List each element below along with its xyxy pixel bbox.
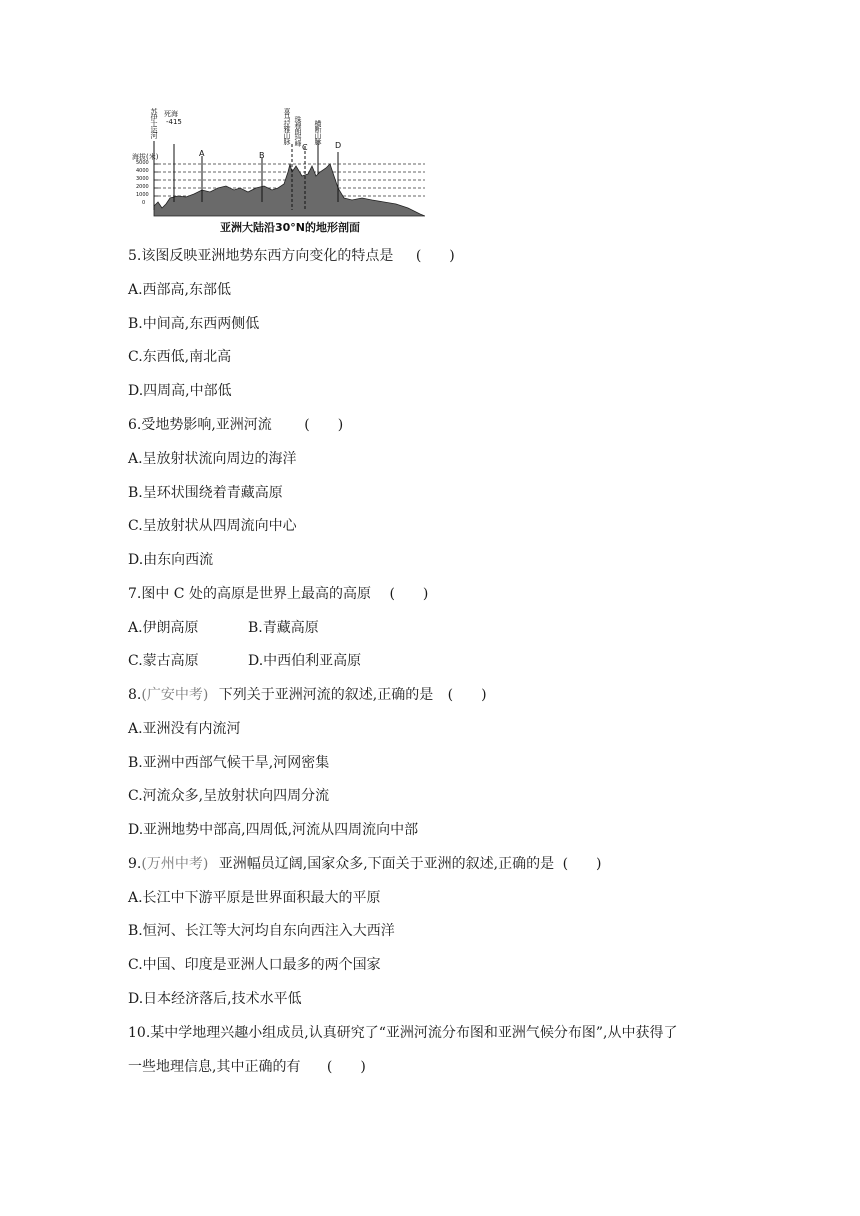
- option: D.由东向西流: [128, 552, 214, 568]
- option: A.呈放射状流向周边的海洋: [128, 451, 297, 467]
- answer-blank[interactable]: ( ): [326, 1059, 366, 1075]
- figure-caption: 亚洲大陆沿30°N的地形剖面: [220, 221, 361, 234]
- answer-blank[interactable]: ( ): [304, 417, 344, 433]
- tick-0: 0: [142, 200, 146, 206]
- option: B.恒河、长江等大河均自东向西注入大西洋: [128, 923, 395, 939]
- option: D.亚洲地势中部高,四周低,河流从四周流向中部: [128, 822, 419, 838]
- tick-2000: 2000: [136, 184, 149, 190]
- tick-3000: 3000: [136, 176, 149, 182]
- label-d: D: [335, 141, 342, 150]
- option: A.西部高,东部低: [128, 282, 232, 298]
- option: C.东西低,南北高: [128, 349, 232, 365]
- question-9-text: 亚洲幅员辽阔,国家众多,下面关于亚洲的叙述,正确的是: [218, 856, 555, 872]
- option: B.呈环状围绕着青藏高原: [128, 485, 283, 501]
- label-altitude: 海拔(米): [132, 153, 159, 161]
- option: B.青藏高原: [248, 620, 319, 636]
- option: B.亚洲中西部气候干旱,河网密集: [128, 755, 330, 771]
- question-source: (万州中考): [141, 856, 209, 872]
- answer-blank[interactable]: ( ): [562, 856, 602, 872]
- option-row: [128, 652, 728, 670]
- question-8-text: 下列关于亚洲河流的叙述,正确的是: [218, 687, 434, 703]
- label-b: B: [259, 151, 265, 160]
- label-suez: 苏伊士运河: [150, 108, 158, 138]
- question-10-stem-line1: 10.某中学地理兴趣小组成员,认真研究了“亚洲河流分布图和亚洲气候分布图”,从中获得了: [128, 1025, 678, 1041]
- label-dead-sea-depth: -415: [166, 118, 182, 126]
- question-source: (广安中考): [141, 687, 209, 703]
- label-c: C: [302, 143, 308, 152]
- option: C.呈放射状从四周流向中心: [128, 518, 297, 534]
- label-everest: 珠穆朗玛峰: [294, 116, 302, 146]
- question-7-text: 7.图中 C 处的高原是世界上最高的高原: [128, 586, 371, 602]
- label-hengduan: 横断山脉: [314, 120, 322, 144]
- option: A.亚洲没有内流河: [128, 721, 241, 737]
- answer-blank[interactable]: ( ): [389, 586, 429, 602]
- option: C.中国、印度是亚洲人口最多的两个国家: [128, 957, 381, 973]
- question-10-stem-line2: [128, 1058, 366, 1076]
- question-number: 8.: [128, 687, 142, 703]
- label-a: A: [199, 149, 205, 158]
- tick-5000: 5000: [136, 160, 149, 166]
- question-5-stem: [128, 247, 455, 265]
- option-row: [128, 619, 728, 637]
- question-10-text: 一些地理信息,其中正确的有: [128, 1059, 301, 1075]
- option: C.河流众多,呈放射状向四周分流: [128, 788, 330, 804]
- option: D.四周高,中部低: [128, 383, 232, 399]
- option: B.中间高,东西两侧低: [128, 316, 260, 332]
- option: D.中西伯利亚高原: [248, 653, 362, 669]
- answer-blank[interactable]: ( ): [447, 687, 487, 703]
- option: D.日本经济落后,技术水平低: [128, 991, 302, 1007]
- question-7-stem: [128, 585, 428, 603]
- tick-1000: 1000: [136, 192, 149, 198]
- question-9-stem: [128, 855, 602, 873]
- tick-4000: 4000: [136, 168, 149, 174]
- terrain-profile-figure: [132, 106, 425, 234]
- question-6-stem: [128, 416, 343, 434]
- question-5-text: 5.该图反映亚洲地势东西方向变化的特点是: [128, 248, 394, 264]
- question-number: 9.: [128, 856, 142, 872]
- option: C.蒙古高原: [128, 653, 199, 669]
- question-8-stem: [128, 686, 487, 704]
- answer-blank[interactable]: ( ): [415, 248, 455, 264]
- label-dead-sea: 死海: [164, 110, 178, 118]
- label-himalaya: 喜马拉雅山脉: [283, 108, 291, 144]
- option: A.伊朗高原: [128, 620, 199, 636]
- question-6-text: 6.受地势影响,亚洲河流: [128, 417, 272, 433]
- option: A.长江中下游平原是世界面积最大的平原: [128, 890, 381, 906]
